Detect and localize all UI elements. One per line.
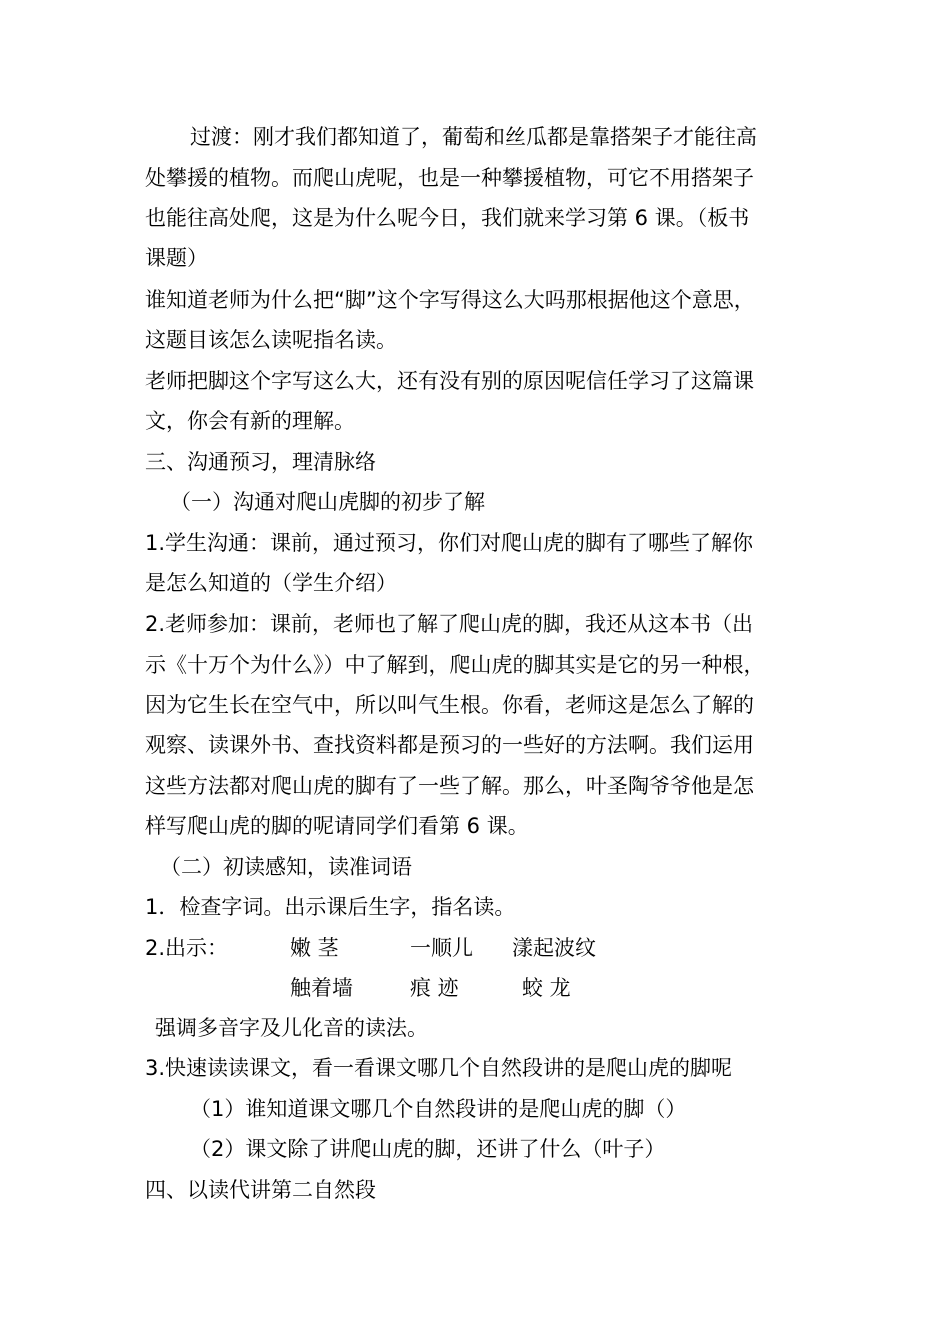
- vocab-word: 漾起波纹: [512, 936, 596, 960]
- section-heading-3: 三、沟通预习，理清脉络: [145, 450, 376, 474]
- paragraph-transition-line-3: 也能往高处爬，这是为什么呢今日，我们就来学习第 6 课。（板书: [145, 206, 750, 230]
- item-2-line-6: 样写爬山虎的脚的呢请同学们看第 6 课。: [145, 814, 529, 838]
- vocab-word: 痕 迹: [410, 976, 459, 1000]
- subsection-heading-3-1: （一）沟通对爬山虎脚的初步了解: [170, 490, 485, 514]
- paragraph-reason-line-1: 老师把脚这个字写这么大，还有没有别的原因呢信任学习了这篇课: [145, 369, 754, 393]
- step-2-label: 2.出示：: [145, 936, 229, 960]
- paragraph-question-line-1: 谁知道老师为什么把“脚”这个字写得这么大吗那根据他这个意思，: [145, 288, 755, 312]
- step-3: 3.快速读读课文，看一看课文哪几个自然段讲的是爬山虎的脚呢: [145, 1056, 733, 1080]
- section-heading-4: 四、以读代讲第二自然段: [145, 1178, 376, 1202]
- vocab-word: 蛟 龙: [522, 976, 571, 1000]
- item-2-line-5: 这些方法都对爬山虎的脚有了一些了解。那么，叶圣陶爷爷他是怎: [145, 774, 754, 798]
- question-1: （1）谁知道课文哪几个自然段讲的是爬山虎的脚（）: [190, 1097, 687, 1121]
- vocab-word: 触着墙: [290, 976, 353, 1000]
- item-1-line-1: 1.学生沟通：课前，通过预习，你们对爬山虎的脚有了哪些了解你: [145, 531, 754, 555]
- question-2: （2）课文除了讲爬山虎的脚，还讲了什么（叶子）: [190, 1137, 666, 1161]
- item-2-line-1: 2.老师参加：课前，老师也了解了爬山虎的脚，我还从这本书（出: [145, 612, 754, 636]
- item-2-line-2: 示《十万个为什么》）中了解到，爬山虎的脚其实是它的另一种根，: [145, 653, 765, 677]
- step-1: 1．检查字词。出示课后生字，指名读。: [145, 895, 516, 919]
- item-2-line-4: 观察、读课外书、查找资料都是预习的一些好的方法啊。我们运用: [145, 733, 754, 757]
- paragraph-transition-line-2: 处攀援的植物。而爬山虎呢，也是一种攀援植物，可它不用搭架子: [145, 166, 754, 190]
- paragraph-transition-line-1: 过渡：刚才我们都知道了，葡萄和丝瓜都是靠搭架子才能往高: [190, 125, 757, 149]
- vocab-word: 一顺儿: [410, 936, 473, 960]
- subsection-heading-3-2: （二）初读感知，读准词语: [160, 855, 412, 879]
- paragraph-question-line-2: 这题目该怎么读呢指名读。: [145, 328, 397, 352]
- item-2-line-3: 因为它生长在空气中，所以叫气生根。你看，老师这是怎么了解的: [145, 693, 754, 717]
- item-1-line-2: 是怎么知道的（学生介绍）: [145, 571, 397, 595]
- paragraph-reason-line-2: 文，你会有新的理解。: [145, 409, 355, 433]
- paragraph-transition-line-4: 课题）: [145, 246, 208, 270]
- vocab-word: 嫩 茎: [290, 936, 339, 960]
- pronunciation-note: 强调多音字及儿化音的读法。: [155, 1016, 428, 1040]
